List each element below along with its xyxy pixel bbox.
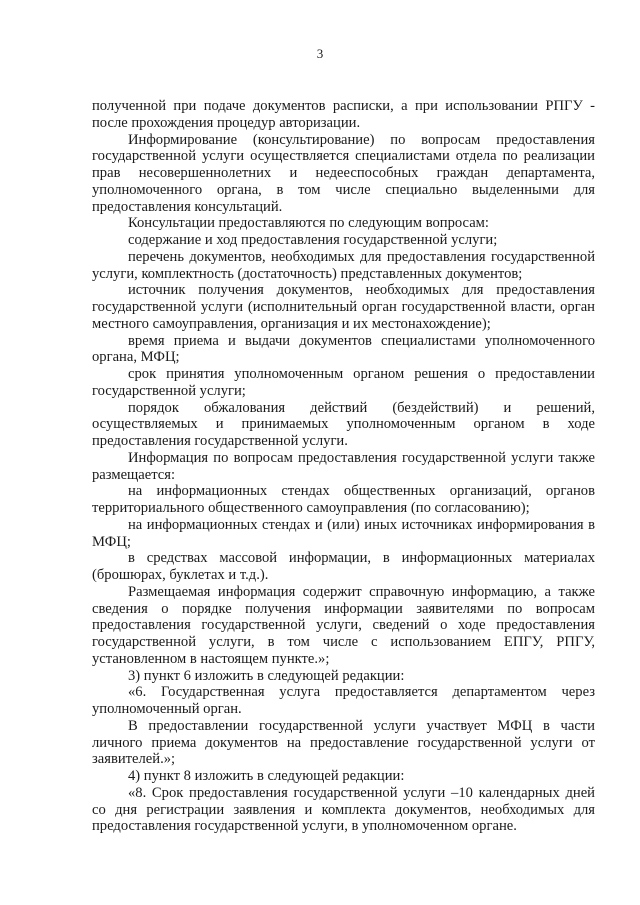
page-number: 3 (316, 46, 324, 61)
paragraph-point-3: 3) пункт 6 изложить в следующей редакции: (128, 667, 405, 684)
paragraph-mfc-participation: В предоставлении государственной услуги участвует МФЦ в части личного приема документов на предоставление государственной услуги от заявителей.»; (92, 717, 595, 768)
paragraph-item-6: «6. Государственная услуга предоставляется департаментом через уполномоченный орган. (92, 684, 595, 717)
list-item-documents: перечень документов, необходимых для предоставления государственной услуги, комплектность (достаточность) представленных документов; (92, 248, 595, 282)
list-item-reception-time: время приема и выдачи документов специалистами уполномоченного органа, МФЦ; (92, 332, 595, 366)
list-item-mfc-stands: на информационных стендах и (или) иных источниках информирования в МФЦ; (92, 516, 595, 550)
paragraph-info-placement: Информация по вопросам предоставления государственной услуги также размещается: (92, 449, 595, 483)
list-item-content: содержание и ход предоставления государственной услуги; (128, 232, 498, 248)
list-item-decision-term: срок принятия уполномоченным органом решения о предоставлении государственной услуги; (92, 366, 595, 399)
paragraph-reference-info: Размещаемая информация содержит справочную информацию, а также сведения о порядке получения информации заявителями по вопросам предоставления государственной услуги, сведений о ходе предоставления государственной услуги, в том числе с использованием ЕПГУ, РПГУ, установленном в настоящем пункте.»; (92, 583, 595, 667)
paragraph-consultation-topics: Консультации предоставляются по следующим вопросам: (128, 215, 489, 232)
paragraph-informing: Информирование (консультирование) по вопросам предоставления государственной услуги осуществляется специалистами отдела по реализации прав несовершеннолетних и недееспособных граждан департамента, уполномоченного органа, в том числе специально выделенными для предоставления консультаций. (92, 131, 595, 215)
list-item-org-stands: на информационных стендах общественных организаций, органов территориального общественного самоуправления (по согласованию); (92, 483, 595, 516)
list-item-source: источник получения документов, необходимых для предоставления государственной услуги (исполнительный орган государственной власти, орган местного самоуправления, организация и их местонахождение); (92, 282, 595, 332)
paragraph-continuation: полученной при подаче документов расписки, а при использовании РПГУ - после прохождения процедур авторизации. (92, 98, 595, 131)
list-item-appeal: порядок обжалования действий (бездействий) и решений, осуществляемых и принимаемых уполномоченным органом в ходе предоставления государственной услуги. (92, 399, 595, 449)
list-item-mass-media: в средствах массовой информации, в информационных материалах (брошюрах, буклетах и т.д.). (92, 550, 595, 583)
paragraph-item-8: «8. Срок предоставления государственной услуги –10 календарных дней со дня регистрации заявления и комплекта документов, необходимых для предоставления государственной услуги, в уполномоченном органе. (92, 784, 595, 835)
document-body (92, 98, 595, 835)
paragraph-point-4: 4) пункт 8 изложить в следующей редакции: (128, 768, 405, 784)
